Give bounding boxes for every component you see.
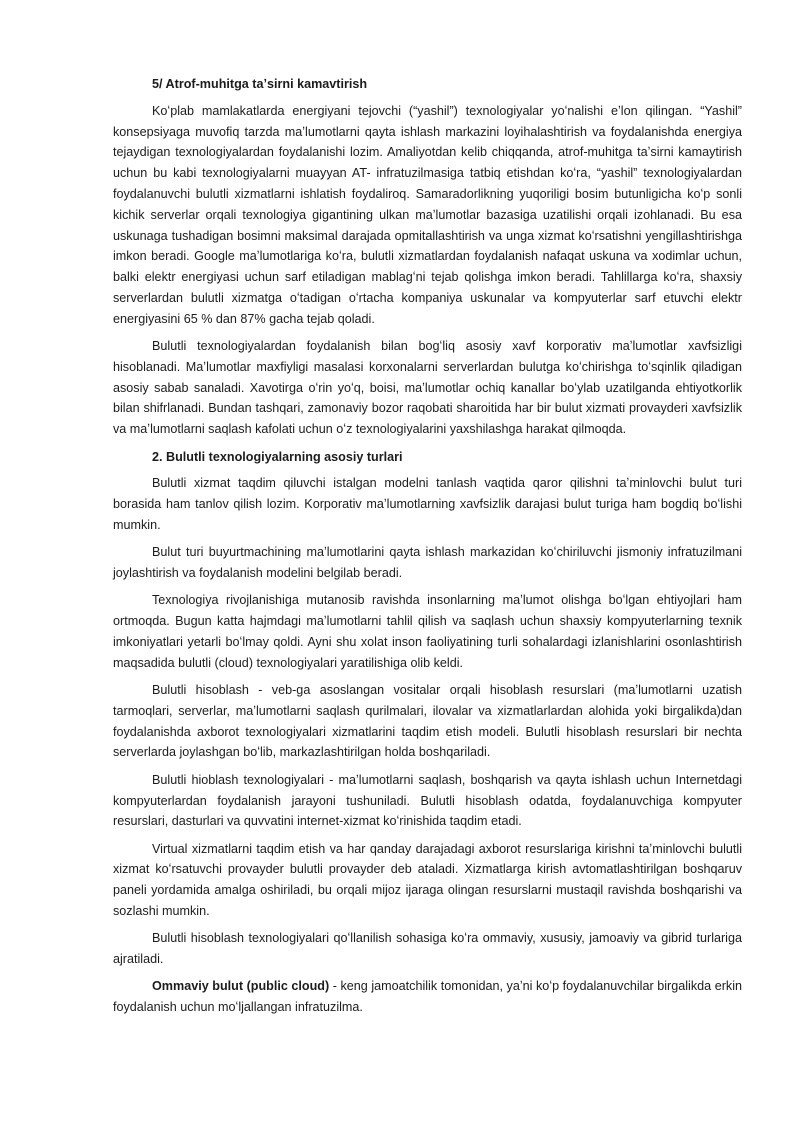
section-heading-environment: 5/ Atrof-muhitga taʼsirni kamavtirish — [152, 77, 368, 91]
paragraph-cloud-provider: Virtual xizmatlarni taqdim etish va har qanday darajadagi axborot resurslariga kirishni taʼminlovchi bulutli xizmat koʻrsatuvchi provayder bulutli provayder deb ataladi. Xizmatlarga kirish avtomatlashtirilgan boshqaruv paneli yordamida amalga oshiriladi, bu orqali mijoz ijaraga olingan resurslarni mustaqil ravishda boshqarishi va sozlashi mumkin. — [113, 841, 742, 918]
paragraph-information-needs: Texnologiya rivojlanishiga mutanosib ravishda insonlarning maʼlumot olishga boʻlgan ehtiyojlari ham ortmoqda. Bugun katta hajmdagi maʼlumotlarni tahlil qilish va saqlash uchun shaxsiy kompyuterlarning texnik imkoniyatlari yetarli boʻlmay qoldi. Ayni shu xolat inson faoliyatining turli sohalardagi izlanishlarini osonlashtirish maqsadida bulutli (cloud) texnologiyalari yaratilishiga olib keldi. — [113, 593, 742, 670]
paragraph-cloud-type-definition: Bulut turi buyurtmachining maʼlumotlarini qayta ishlash markazidan koʻchiriluvchi jismoniy infratuzilmani joylashtirish va foydalanish modelini belgilab beradi. — [113, 545, 742, 581]
public-cloud-definition: - keng jamoatchilik tomonidan, yaʼni koʻp foydalanuvchilar birgalikda erkin foydalanish uchun moʻljallangan infratuzilma. — [113, 979, 742, 1015]
paragraph-cloud-classification: Bulutli hisoblash texnologiyalari qoʻllanilish sohasiga koʻra ommaviy, xususiy, jamoaviy va gibrid turlariga ajratiladi. — [113, 931, 742, 967]
paragraph-public-cloud — [113, 976, 742, 1018]
paragraph-cloud-computing-definition: Bulutli hisoblash - veb-ga asoslangan vositalar orqali hisoblash resurslari (maʼlumotlarni uzatish tarmoqlari, serverlar, maʼlumotlarni saqlash qurilmalari, ilovalar va xizmatlarlardan alohida yoki birgalikda)dan foydalanishda axborot texnologiyalari xizmatlarini taqdim etish modeli. Bulutli hisoblash resurslari bir nechta serverlarda joylashgan boʻlib, markazlashtirilgan holda boshqariladi. — [113, 683, 742, 760]
section-heading-cloud-types: 2. Bulutli texnologiyalarning asosiy turlari — [152, 449, 403, 464]
paragraph-cloud-choice: Bulutli xizmat taqdim qiluvchi istalgan modelni tanlash vaqtida qaror qilishni taʼminlovchi bulut turi borasida ham tanlov qilish lozim. Korporativ maʼlumotlarning xavfsizlik darajasi bulut turiga ham bogdiq boʻlishi mumkin. — [113, 476, 742, 532]
paragraph-cloud-technologies-definition: Bulutli hioblash texnologiyalari - maʼlumotlarni saqlash, boshqarish va qayta ishlash uchun Internetdagi kompyuterlardan foydalanish jarayoni tushuniladi. Bulutli hisoblash odatda, foydalanuvchiga kompyuter resurslari, dasturlari va quvvatini internet-xizmat koʻrinishida taqdim etadi. — [113, 772, 742, 829]
document-body — [113, 74, 742, 1024]
paragraph-green-technologies: Koʻplab mamlakatlarda energiyani tejovchi (“yashil”) texnologiyalar yoʻnalishi eʼlon qilingan. “Yashil” konsepsiyaga muvofiq tarzda maʼlumotlarni qayta ishlash markazini loyihalashtirish va foydalanishda energiya tejaydigan texnologiyalardan foydalanishi lozim. Amaliyotdan kelib chiqqanda, atrof-muhitga taʼsirni kamaytirish uchun bu kabi texnologiyalarni muayyan AT- infratuzilmasiga tatbiq etishdan koʻra, “yashil” texnologiyalardan foydalanuvchi bulutli xizmatlarni ishlatish foydaliroq. Samaradorlikning yuqoriligi bosim butunligicha koʻp sonli kichik serverlar orqali texnologiya gigantining ulkan maʼlumotlar bazasiga uzatilishi orqali izohlanadi. Bu esa uskunaga tushadigan bosimni maksimal darajada opmitallashtirish va unga xizmat koʻrsatishni yengillashtirishga imkon beradi. Google maʼlumotlariga koʻra, bulutli xizmatlardan foydalanish nafaqat uskuna va xodimlar uchun, balki elektr energiyasi uchun sarf etiladigan mablagʻni tejab qolishga imkon beradi. Tahlillarga koʻra, shaxsiy serverlardan bulutli xizmatga oʻtadigan oʻrtacha kompaniya uskunalar va kompyuterlar sarf etuvchi elektr energiyasini 65 % dan 87% gacha tejab qoladi. — [113, 103, 742, 326]
public-cloud-term: Ommaviy bulut (public cloud) — [152, 979, 330, 994]
paragraph-security-risk: Bulutli texnologiyalardan foydalanish bilan bogʻliq asosiy xavf korporativ maʼlumotlar xavfsizligi hisoblanadi. Maʼlumotlar maxfiyligi masalasi korxonalarni serverlardan bulutga koʻchirishga toʻsqinlik qiladigan asosiy sabab sanaladi. Xavotirga oʻrin yoʻq, boisi, maʼlumotlar ochiq kanallar boʻylab uzatilganda ehtiyotkorlik bilan shifrlanadi. Bundan tashqari, zamonaviy bozor raqobati sharoitida har bir bulut xizmati provayderi xavfsizlik va maʼlumotlarni saqlash kafolati uchun oʻz texnologiyalarini yaxshilashga harakat qilmoqda. — [113, 339, 742, 437]
